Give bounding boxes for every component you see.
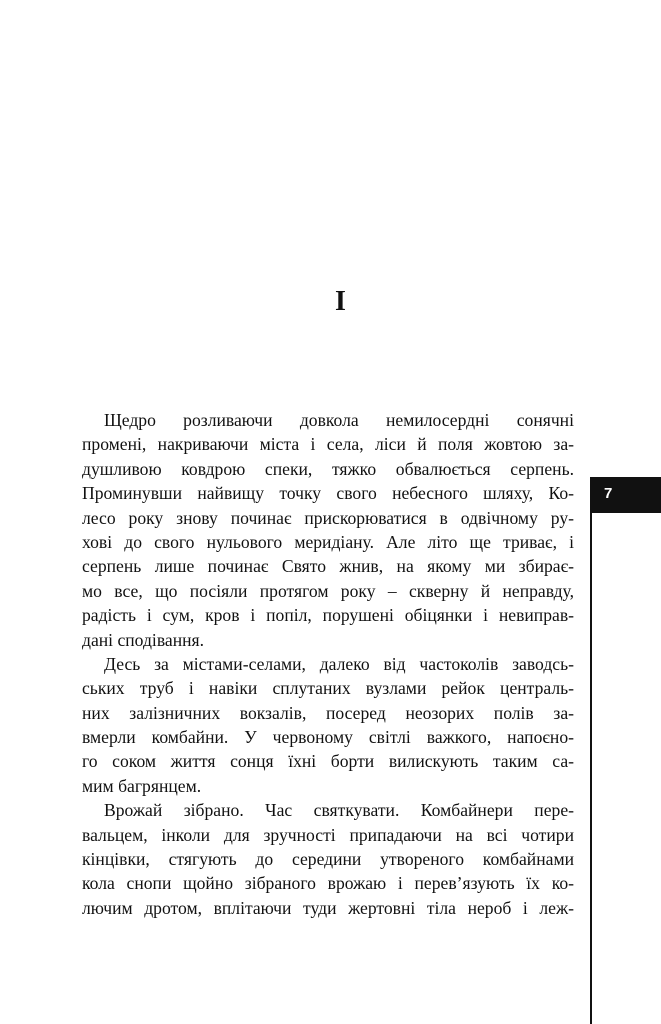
text-line: го соком життя сонця їхні борти вилискують таким са- xyxy=(82,751,574,772)
body-text xyxy=(82,408,574,920)
text-line: душливою ковдрою спеки, тяжко обвалюється серпень. xyxy=(82,458,574,479)
page-number-tab xyxy=(590,477,661,513)
text-line: вальцем, інколи для зручності припадаючи на всі чотири xyxy=(82,824,574,845)
text-line: лесо року знову починає прискорюватися в одвічному ру- xyxy=(82,507,574,528)
text-line: них залізничних вокзалів, посеред неозорих полів за- xyxy=(82,702,574,723)
text-line: ських труб і навіки сплутаних вузлами рейок централь- xyxy=(82,678,574,699)
text-line: радість і сум, кров і попіл, порушені обіцянки і невиправ- xyxy=(82,605,574,626)
text-line: кола снопи щойно зібраного врожаю і перев’язують їх ко- xyxy=(82,873,574,894)
text-line: хові до свого нульового меридіану. Але літо ще триває, і xyxy=(82,531,574,552)
page-number: 7 xyxy=(604,485,613,502)
text-line: Десь за містами-селами, далеко від частоколів заводсь- xyxy=(104,653,574,674)
text-line: промені, накриваючи міста і села, ліси й поля жовтою за- xyxy=(82,434,574,455)
page-edge-rule xyxy=(590,477,592,1024)
text-line: дані сподівання. xyxy=(82,629,205,650)
text-line: лючим дротом, вплітаючи туди жертовні тіла нероб і леж- xyxy=(82,897,574,918)
text-line: мим багрянцем. xyxy=(82,775,202,796)
text-line: Врожай зібрано. Час святкувати. Комбайнери пере- xyxy=(104,800,574,821)
chapter-title: I xyxy=(335,286,346,317)
text-line: Щедро розливаючи довкола немилосердні сонячні xyxy=(104,410,574,430)
text-line: вмерли комбайни. У червоному світлі важкого, напоєно- xyxy=(82,727,574,748)
text-line: кінцівки, стягують до середини утвореного комбайнами xyxy=(82,849,574,870)
text-line: серпень лише починає Свято жнив, на якому ми збирає- xyxy=(82,556,574,577)
text-line: Проминувши найвищу точку свого небесного шляху, Ко- xyxy=(82,483,574,504)
text-line: мо все, що посіяли протягом року – скверну й неправду, xyxy=(82,580,574,601)
